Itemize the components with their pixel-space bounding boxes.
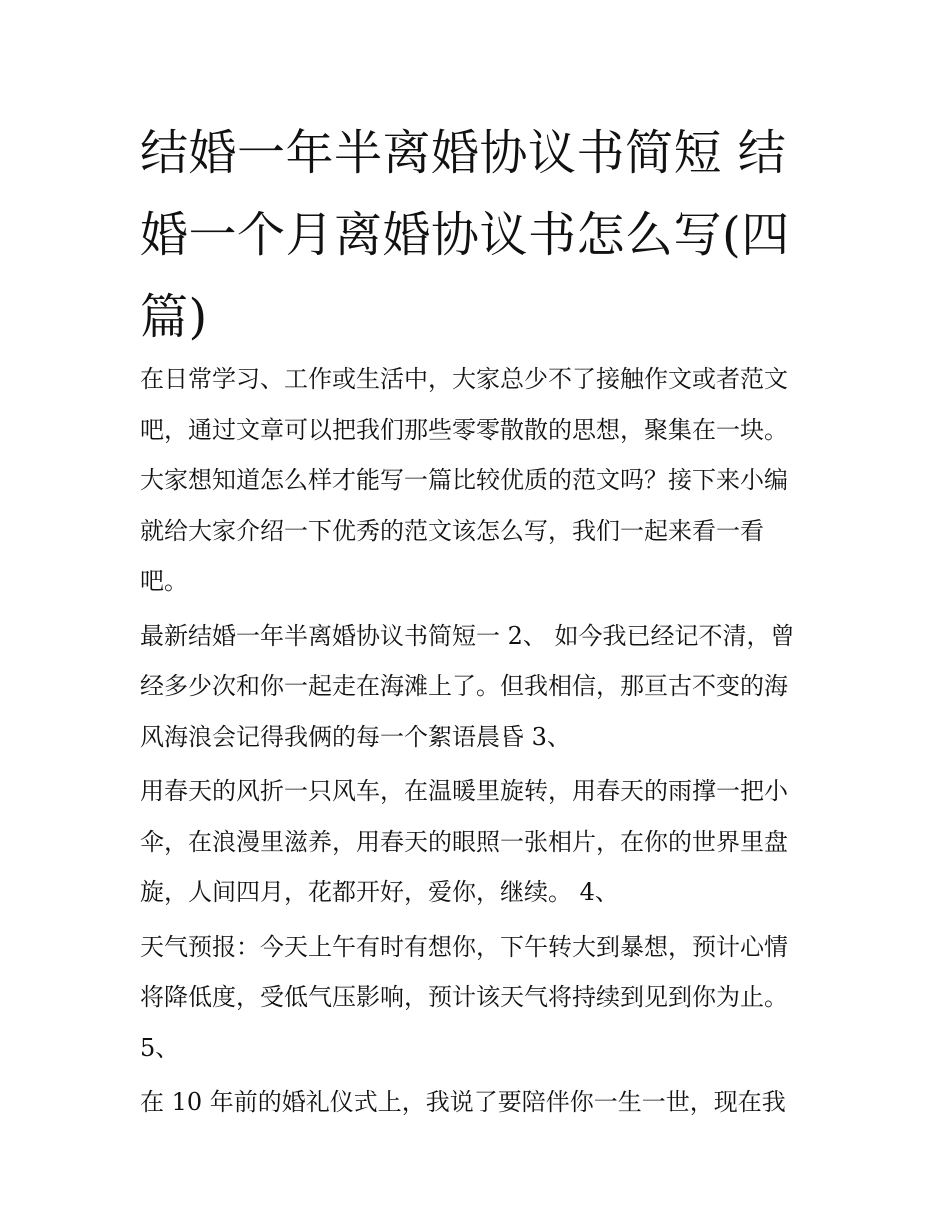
text-line: 最新结婚一年半离婚协议书简短一 2、 如今我已经记不清，曾 (140, 621, 795, 650)
text-line: 伞，在浪漫里滋养，用春天的眼照一张相片，在你的世界里盘 (140, 827, 788, 856)
text-line: 经多少次和你一起走在海滩上了。但我相信，那亘古不变的海 (140, 672, 788, 700)
document-title (140, 112, 820, 358)
text-line: 在 10 年前的婚礼仪式上，我说了要陪伴你一生一世，现在我 (140, 1088, 786, 1116)
text-line: 大家想知道怎么样才能写一篇比较优质的范文吗？接下来小编 (140, 466, 788, 494)
title-line: 结婚一年半离婚协议书简短 结 (140, 125, 787, 181)
paragraph (140, 1077, 830, 1128)
document-body (140, 354, 830, 1132)
text-line: 天气预报：今天上午有时有想你，下午转大到暴想，预计心情 (140, 932, 788, 961)
text-line: 用春天的风折一只风车，在温暖里旋转，用春天的雨撑一把小 (140, 777, 788, 805)
text-line: 就给大家介绍一下优秀的范文该怎么写，我们一起来看一看 (140, 516, 764, 545)
text-line: 风海浪会记得我俩的每一个絮语晨昏 3、 (140, 722, 571, 751)
paragraph (140, 922, 830, 1074)
paragraph (140, 766, 830, 918)
title-line: 婚一个月离婚协议书怎么写(四 (140, 207, 790, 263)
title-line: 篇) (140, 289, 208, 345)
text-line: 吧，通过文章可以把我们那些零零散散的思想，聚集在一块。 (140, 415, 788, 444)
text-line: 在日常学习、工作或生活中，大家总少不了接触作文或者范文 (140, 365, 788, 393)
intro-paragraph (140, 354, 830, 607)
paragraph (140, 611, 830, 763)
text-line: 5、 (140, 1033, 180, 1062)
text-line: 旋，人间四月，花都开好，爱你，继续。 4、 (140, 878, 619, 906)
text-line: 吧。 (140, 567, 188, 595)
text-line: 将降低度，受低气压影响，预计该天气将持续到见到你为止。 (140, 983, 788, 1011)
